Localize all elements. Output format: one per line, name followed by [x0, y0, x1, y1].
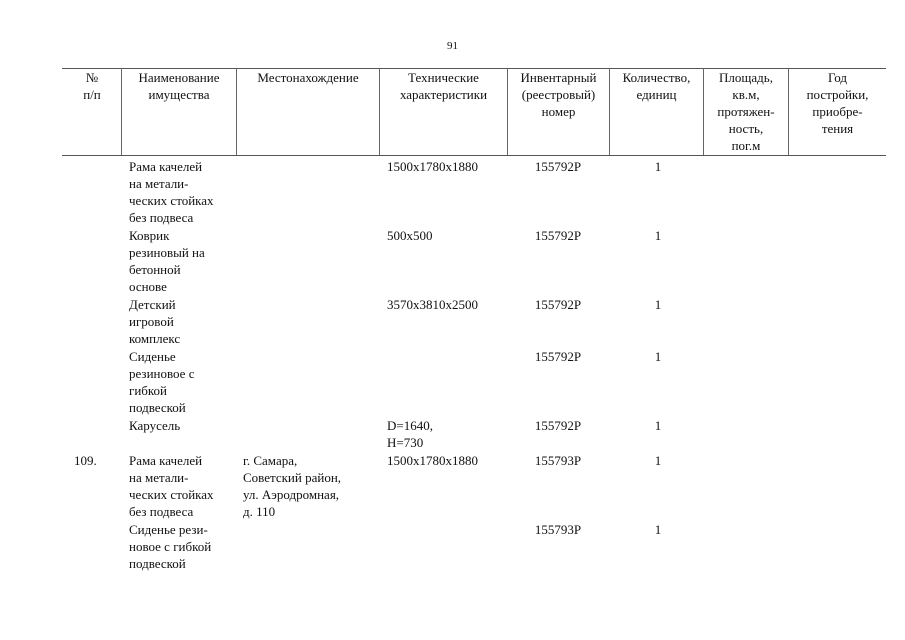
header-quantity: Количество, единиц: [622, 70, 691, 102]
row-quantity: 1: [654, 228, 662, 243]
row-name: Карусель: [129, 418, 181, 433]
row-name: Коврик резиновый на бетонной основе: [129, 228, 205, 294]
header-location: Местонахождение: [257, 70, 359, 85]
row-tech: 500х500: [387, 228, 433, 243]
row-inventory: 155793Р: [534, 522, 582, 537]
row-name: Рама качелей на метали- ческих стойках без подвеса: [129, 159, 214, 225]
row-tech: 3570х3810х2500: [387, 297, 478, 312]
header-name: Наименование имущества: [138, 70, 220, 102]
row-inventory: 155792Р: [534, 297, 582, 312]
page-number: 91: [447, 40, 458, 52]
row-name: Сиденье рези- новое с гибкой подвеской: [129, 522, 212, 571]
row-quantity: 1: [654, 453, 662, 468]
row-inventory: 155793Р: [534, 453, 582, 468]
row-tech: 1500х1780х1880: [387, 159, 478, 174]
row-inventory: 155792Р: [534, 159, 582, 174]
header-year: Год постройки, приобре- тения: [806, 70, 869, 136]
row-name: Детский игровой комплекс: [129, 297, 181, 346]
row-quantity: 1: [654, 522, 662, 537]
header-bottom-border: [62, 155, 886, 156]
row-location: г. Самара, Советский район, ул. Аэродромная, д. 110: [243, 453, 342, 519]
row-quantity: 1: [654, 159, 662, 174]
row-inventory: 155792Р: [534, 418, 582, 433]
header-area: Площадь, кв.м, протяжен- ность, пог.м: [717, 70, 775, 153]
header-inventory: Инвентарный (реестровый) номер: [520, 70, 597, 119]
row-quantity: 1: [654, 297, 662, 312]
row-tech: 1500х1780х1880: [387, 453, 478, 468]
header-num: № п/п: [83, 70, 101, 102]
row-inventory: 155792Р: [534, 228, 582, 243]
row-inventory: 155792Р: [534, 349, 582, 364]
row-tech: D=1640, H=730: [387, 418, 433, 450]
row-name: Рама качелей на метали- ческих стойках без подвеса: [129, 453, 214, 519]
row-quantity: 1: [654, 349, 662, 364]
header-tech: Технические характеристики: [399, 70, 488, 102]
row-quantity: 1: [654, 418, 662, 433]
row-name: Сиденье резиновое с гибкой подвеской: [129, 349, 195, 415]
row-number: 109.: [74, 453, 97, 468]
